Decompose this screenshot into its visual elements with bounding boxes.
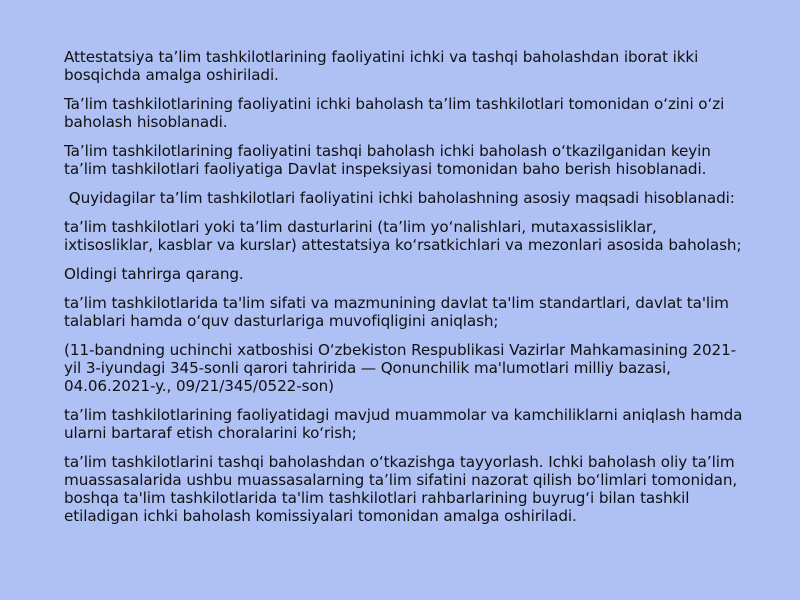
paragraph-goal-prepare-external: ta’lim tashkilotlarini tashqi baholashdan o‘tkazishga tayyorlash. Ichki baholash oliy ta’lim muassasalarida ushbu muassasalarning ta’lim sifatini nazorat qilish bo‘limlari tomonidan, boshqa ta'lim tashkilotlarida ta'lim tashkilotlari rahbarlarining buyrug‘i bilan tashkil etiladigan ichki baholash komissiyalari tomonidan amalga oshiriladi.	[64, 453, 738, 525]
paragraph-external-assessment: Ta’lim tashkilotlarining faoliyatini tashqi baholash ichki baholash o‘tkazilganidan keyin ta’lim tashkilotlari faoliyatiga Davlat inspeksiyasi tomonidan baho berish hisoblanadi.	[64, 142, 711, 178]
paragraph-goal-evaluate-programs: ta’lim tashkilotlari yoki ta’lim dasturlarini (ta’lim yo‘nalishlari, mutaxassisliklar, ixtisosliklar, kasblar va kurslar) attestatsiya ko‘rsatkichlari va mezonlari asosida baholash;	[64, 218, 742, 254]
paragraph-goal-standards-compliance: ta’lim tashkilotlarida ta'lim sifati va mazmunining davlat ta'lim standartlari, davlat ta'lim talablari hamda o‘quv dasturlariga muvofiqligini aniqlash;	[64, 294, 729, 330]
paragraph-goal-identify-problems: ta’lim tashkilotlarining faoliyatidagi mavjud muammolar va kamchiliklarni aniqlash hamda ularni bartaraf etish choralarini ko‘rish;	[64, 406, 743, 442]
paragraph-attestation-stages: Attestatsiya ta’lim tashkilotlarining faoliyatini ichki va tashqi baholashdan iborat ikki bosqichda amalga oshiriladi.	[64, 48, 699, 84]
paragraph-internal-assessment: Ta’lim tashkilotlarining faoliyatini ichki baholash ta’lim tashkilotlari tomonidan o‘zini o‘zi baholash hisoblanadi.	[64, 95, 725, 131]
document-body	[64, 48, 744, 536]
paragraph-previous-edition-note: Oldingi tahrirga qarang.	[64, 265, 244, 283]
paragraph-goals-intro: Quyidagilar ta’lim tashkilotlari faoliyatini ichki baholashning asosiy maqsadi hisoblanadi:	[64, 189, 735, 207]
paragraph-legal-reference: (11-bandning uchinchi xatboshisi O‘zbekiston Respublikasi Vazirlar Mahkamasining 2021-yil 3-iyundagi 345-sonli qarori tahririda — Qonunchilik ma'lumotlari milliy bazasi, 04.06.2021-y., 09/21/345/0522-son)	[64, 341, 737, 395]
